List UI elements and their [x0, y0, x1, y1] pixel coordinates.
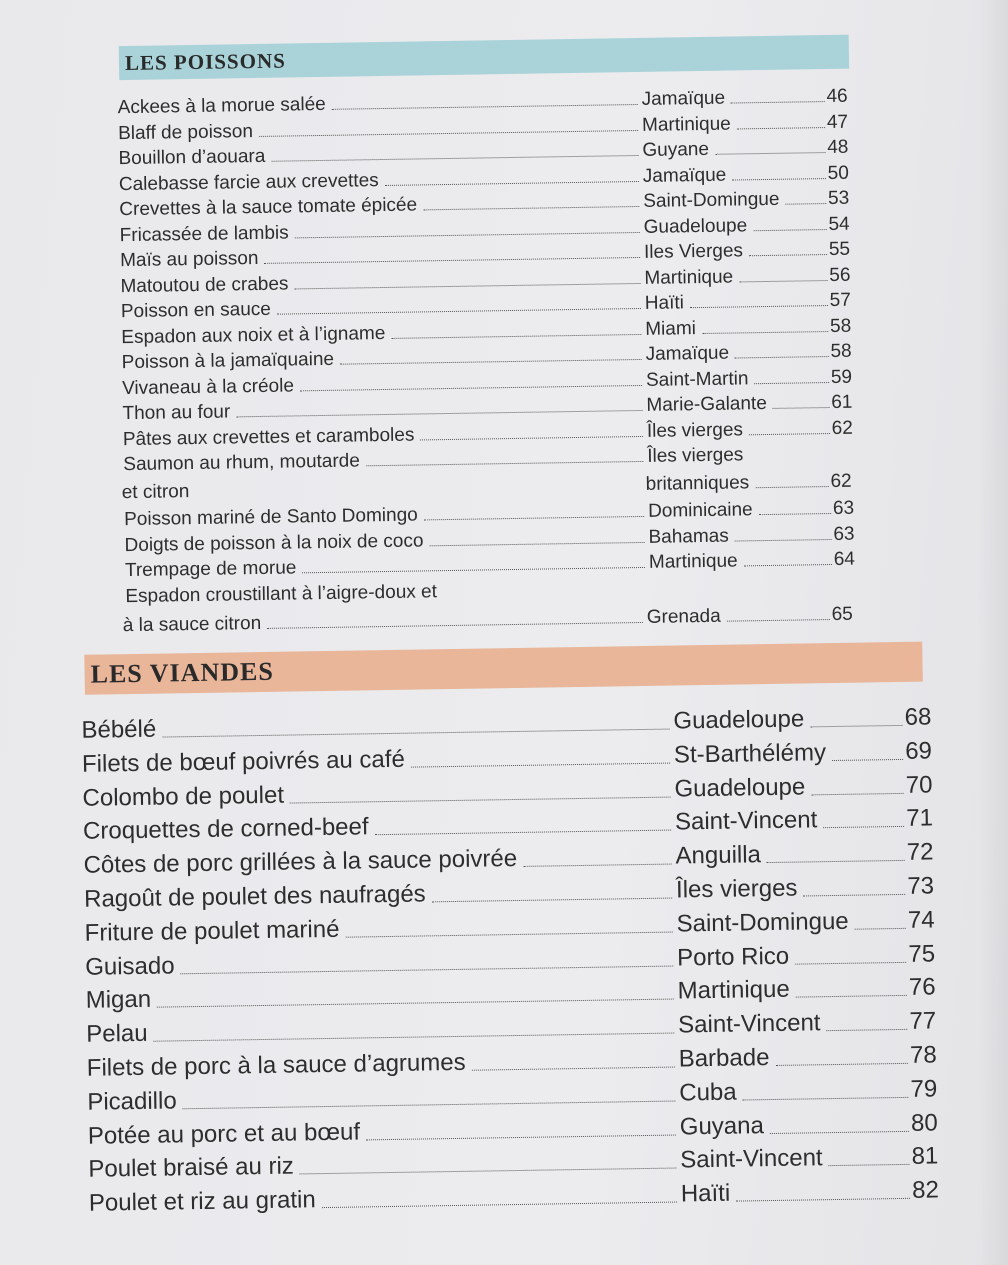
country-name: Marie-Galante [646, 393, 767, 416]
dot-leader [796, 995, 907, 998]
country-name: Barbade [678, 1044, 770, 1073]
country-column [679, 1043, 937, 1071]
dot-leader [290, 796, 671, 803]
country-column [643, 189, 849, 211]
dish-name: Guisado [84, 951, 175, 981]
country-column [649, 550, 855, 572]
dot-leader [773, 407, 829, 409]
dot-leader [424, 516, 644, 520]
dish-name: Trempage de morue [124, 557, 297, 582]
country-name: Guadeloupe [673, 705, 805, 735]
toc-entry [89, 1175, 939, 1216]
dish-name: Thon au four [122, 401, 231, 425]
country-name: Haïti [680, 1179, 731, 1208]
dish-name: Blaff de poisson [117, 120, 254, 144]
country-name: Anguilla [675, 841, 762, 870]
dish-name: Espadon aux noix et à l’igname [121, 322, 386, 348]
country-name: Saint-Vincent [677, 1009, 821, 1039]
dish-name: Vivaneau à la créole [121, 374, 295, 399]
country-name-line2: britanniques [645, 471, 750, 495]
country-column [648, 499, 854, 521]
dot-leader [346, 931, 673, 937]
country-column [645, 291, 851, 313]
country-column [644, 240, 850, 262]
page-number: 78 [909, 1041, 937, 1069]
dot-leader [795, 961, 906, 964]
page-number: 62 [831, 417, 853, 439]
page-number: 62 [830, 470, 852, 492]
dish-name: Ackees à la morue salée [117, 93, 326, 119]
country-column [648, 524, 854, 546]
page-number: 56 [829, 264, 851, 286]
dot-leader [727, 619, 830, 622]
dish-name: Poulet et riz au gratin [88, 1186, 316, 1217]
country-column [674, 804, 934, 836]
dot-leader [267, 622, 643, 629]
dot-leader [829, 1164, 910, 1166]
country-name: Cuba [679, 1078, 737, 1107]
country-column [677, 973, 936, 1005]
country-name: Saint-Domingue [676, 907, 849, 938]
page-number: 74 [907, 906, 935, 934]
dot-leader [322, 1202, 677, 1209]
dot-leader [731, 101, 824, 103]
dot-leader [277, 308, 641, 315]
dish-name: Picadillo [87, 1087, 177, 1116]
dot-leader [181, 965, 674, 974]
country-name: Dominicaine [647, 499, 753, 522]
page-number: 55 [828, 238, 851, 261]
dish-name: Doigts de poisson à la noix de coco [124, 529, 424, 556]
country-name: Îles vierges [646, 418, 744, 442]
dot-leader [755, 382, 829, 384]
dot-leader [295, 231, 640, 237]
country-name: Îles vierges [675, 874, 798, 904]
country-name: Martinique [641, 113, 731, 136]
page-number: 63 [832, 497, 855, 519]
country-column [677, 1007, 937, 1039]
dot-leader [767, 860, 905, 863]
country-column [673, 705, 931, 733]
dish-name: Filets de bœuf poivrés au café [81, 745, 406, 778]
page-number: 76 [908, 973, 936, 1002]
dish-name: Poulet braisé au riz [88, 1152, 295, 1184]
dish-name: Poisson mariné de Santo Domingo [124, 504, 418, 531]
dish-name-line2: à la sauce citron [122, 612, 262, 637]
page-number: 69 [904, 737, 933, 765]
country-name: Haïti [644, 292, 685, 314]
country-column [646, 471, 852, 493]
country-name: Grenada [646, 605, 721, 628]
country-name: Guadeloupe [674, 773, 806, 803]
country-column [674, 739, 932, 767]
country-name: Saint-Vincent [680, 1144, 823, 1174]
dot-leader [702, 331, 828, 334]
dish-name: Pâtes aux crevettes et caramboles [122, 424, 415, 450]
page-number: 72 [906, 838, 934, 867]
dot-leader [265, 257, 641, 264]
country-column [680, 1142, 939, 1174]
country-column [644, 265, 850, 287]
page-number: 61 [831, 391, 853, 413]
dish-name: Poisson en sauce [120, 298, 272, 323]
dot-leader [759, 513, 831, 515]
dot-leader [385, 180, 639, 185]
page-number: 48 [827, 136, 849, 159]
dot-leader [332, 104, 638, 110]
country-column [679, 1077, 937, 1105]
country-column [647, 418, 853, 440]
page-number: 57 [829, 289, 851, 312]
country-name: Porto Rico [676, 942, 790, 972]
country-column [675, 838, 934, 870]
dot-leader [162, 729, 669, 738]
dish-name: Crevettes à la sauce tomate épicée [119, 194, 418, 221]
page-number: 46 [826, 85, 848, 108]
page-number: 53 [827, 187, 850, 210]
country-column [643, 214, 849, 236]
dot-leader [776, 1063, 909, 1066]
country-name: Martinique [677, 976, 790, 1005]
dish-name: Poisson à la jamaïquaine [121, 348, 335, 374]
country-column [645, 316, 851, 338]
page-number: 50 [827, 162, 849, 184]
dot-leader [823, 826, 904, 828]
dot-leader [737, 127, 825, 129]
dot-leader [690, 305, 828, 308]
dot-leader [811, 792, 904, 794]
country-name: Saint-Martin [645, 367, 749, 391]
page-number: 81 [911, 1142, 939, 1171]
page-number: 65 [831, 603, 853, 626]
dot-leader [366, 1134, 676, 1140]
dot-leader [832, 759, 903, 761]
dot-leader [736, 1198, 910, 1202]
dot-leader [391, 333, 641, 338]
dot-leader [300, 1168, 677, 1175]
dish-name: Matoutou de crabes [120, 273, 289, 297]
dot-leader [755, 486, 828, 488]
country-column [676, 908, 934, 936]
dot-leader [715, 152, 825, 155]
page-number: 80 [910, 1109, 938, 1137]
dot-leader [749, 254, 827, 256]
dot-leader [271, 155, 638, 162]
country-name: Saint-Vincent [674, 806, 818, 836]
dish-name: Bouillon d’aouara [118, 145, 266, 170]
dot-leader [423, 206, 639, 210]
dot-leader [340, 359, 642, 365]
country-name: Martinique [648, 550, 738, 573]
page-number: 59 [830, 366, 853, 388]
country-column [643, 163, 849, 185]
dot-leader [744, 564, 832, 566]
section-header: LES POISSONS [119, 35, 849, 80]
dot-leader [743, 1097, 909, 1101]
page-number: 58 [830, 340, 852, 362]
dish-name: Côtes de porc grillées à la sauce poivrée [83, 845, 518, 879]
country-column [647, 444, 853, 466]
dot-leader [302, 567, 645, 573]
dot-leader [420, 435, 643, 439]
country-column [641, 87, 847, 109]
country-column [680, 1111, 938, 1139]
page-number: 58 [829, 315, 852, 337]
page-number: 63 [833, 523, 855, 545]
country-column [642, 112, 848, 134]
dish-name: Filets de porc à la sauce d’agrumes [86, 1048, 466, 1082]
dish-name: Pelau [86, 1019, 148, 1048]
dish-name-line2: et citron [121, 480, 190, 503]
page-number: 70 [905, 771, 933, 799]
dot-leader [732, 178, 825, 180]
country-name: Jamaïque [641, 87, 726, 110]
country-name: Îles vierges [647, 444, 744, 467]
country-name: Martinique [644, 266, 734, 289]
page-number: 71 [906, 804, 934, 833]
dot-leader [855, 928, 906, 930]
dot-leader [804, 894, 906, 897]
dot-leader [366, 461, 643, 466]
country-column [646, 393, 852, 415]
country-name: Iles Vierges [643, 240, 744, 263]
toc-entry [123, 601, 853, 635]
dot-leader [735, 539, 832, 542]
page-number: 54 [828, 213, 850, 235]
page-number: 82 [911, 1176, 940, 1205]
dot-leader [183, 1100, 676, 1109]
dot-leader [295, 282, 641, 288]
page-number: 75 [908, 940, 936, 968]
dot-leader [810, 725, 903, 727]
country-name: Jamaïque [645, 342, 730, 365]
country-column [680, 1176, 940, 1208]
page-number: 68 [904, 703, 932, 731]
dot-leader [154, 1033, 675, 1042]
dish-name: Colombo de poulet [82, 781, 285, 812]
dot-leader [770, 1130, 909, 1133]
dot-leader [411, 762, 670, 767]
page-number: 73 [907, 872, 935, 900]
dot-leader [749, 433, 830, 435]
dot-leader [300, 384, 642, 390]
dish-name: Potée au porc et au bœuf [87, 1118, 361, 1150]
dot-leader [827, 1029, 908, 1031]
dot-leader [236, 410, 642, 417]
dot-leader [739, 280, 827, 282]
country-name: Guyane [642, 138, 710, 161]
country-column [676, 874, 934, 902]
page-number: 77 [909, 1007, 937, 1036]
dish-name: Fricassée de lambis [119, 221, 289, 246]
country-column [677, 942, 935, 970]
country-name: Bahamas [648, 525, 729, 548]
dish-name: Saumon au rhum, moutarde [123, 450, 361, 476]
dot-leader [259, 129, 638, 136]
country-name: Miami [645, 317, 697, 340]
dish-name: Migan [85, 986, 152, 1015]
dot-leader [430, 541, 645, 545]
country-name: St-Barthélémy [673, 738, 827, 769]
country-column [674, 773, 932, 801]
dish-name: Croquettes de corned-beef [82, 813, 369, 846]
page-number: 79 [910, 1075, 938, 1103]
country-column [645, 342, 851, 364]
section-header: LES VIANDES [84, 642, 923, 695]
dot-leader [523, 864, 671, 867]
country-column [646, 367, 852, 389]
page-number: 47 [826, 111, 849, 133]
country-name: Guadeloupe [643, 214, 748, 238]
page-number: 64 [833, 548, 856, 570]
country-name: Jamaïque [642, 164, 727, 187]
dish-name: Friture de poulet mariné [84, 915, 340, 947]
dish-name: Calebasse farcie aux crevettes [118, 169, 379, 195]
dot-leader [375, 830, 671, 836]
dot-leader [735, 356, 828, 358]
dot-leader [472, 1067, 675, 1071]
dish-name: Maïs au poisson [119, 247, 259, 272]
dot-leader [157, 999, 674, 1008]
dot-leader [432, 898, 672, 903]
dish-name: Espadon croustillant à l’aigre-doux et [125, 580, 438, 607]
dish-name: Ragoût de poulet des naufragés [83, 880, 426, 913]
table-of-contents [8, 0, 1008, 1265]
country-column [642, 138, 848, 160]
country-column [647, 605, 853, 627]
country-name: Saint-Domingue [643, 188, 780, 212]
dot-leader [753, 229, 826, 231]
country-name: Guyana [679, 1111, 765, 1141]
dot-leader [786, 203, 827, 205]
dish-name: Bébélé [81, 715, 157, 744]
